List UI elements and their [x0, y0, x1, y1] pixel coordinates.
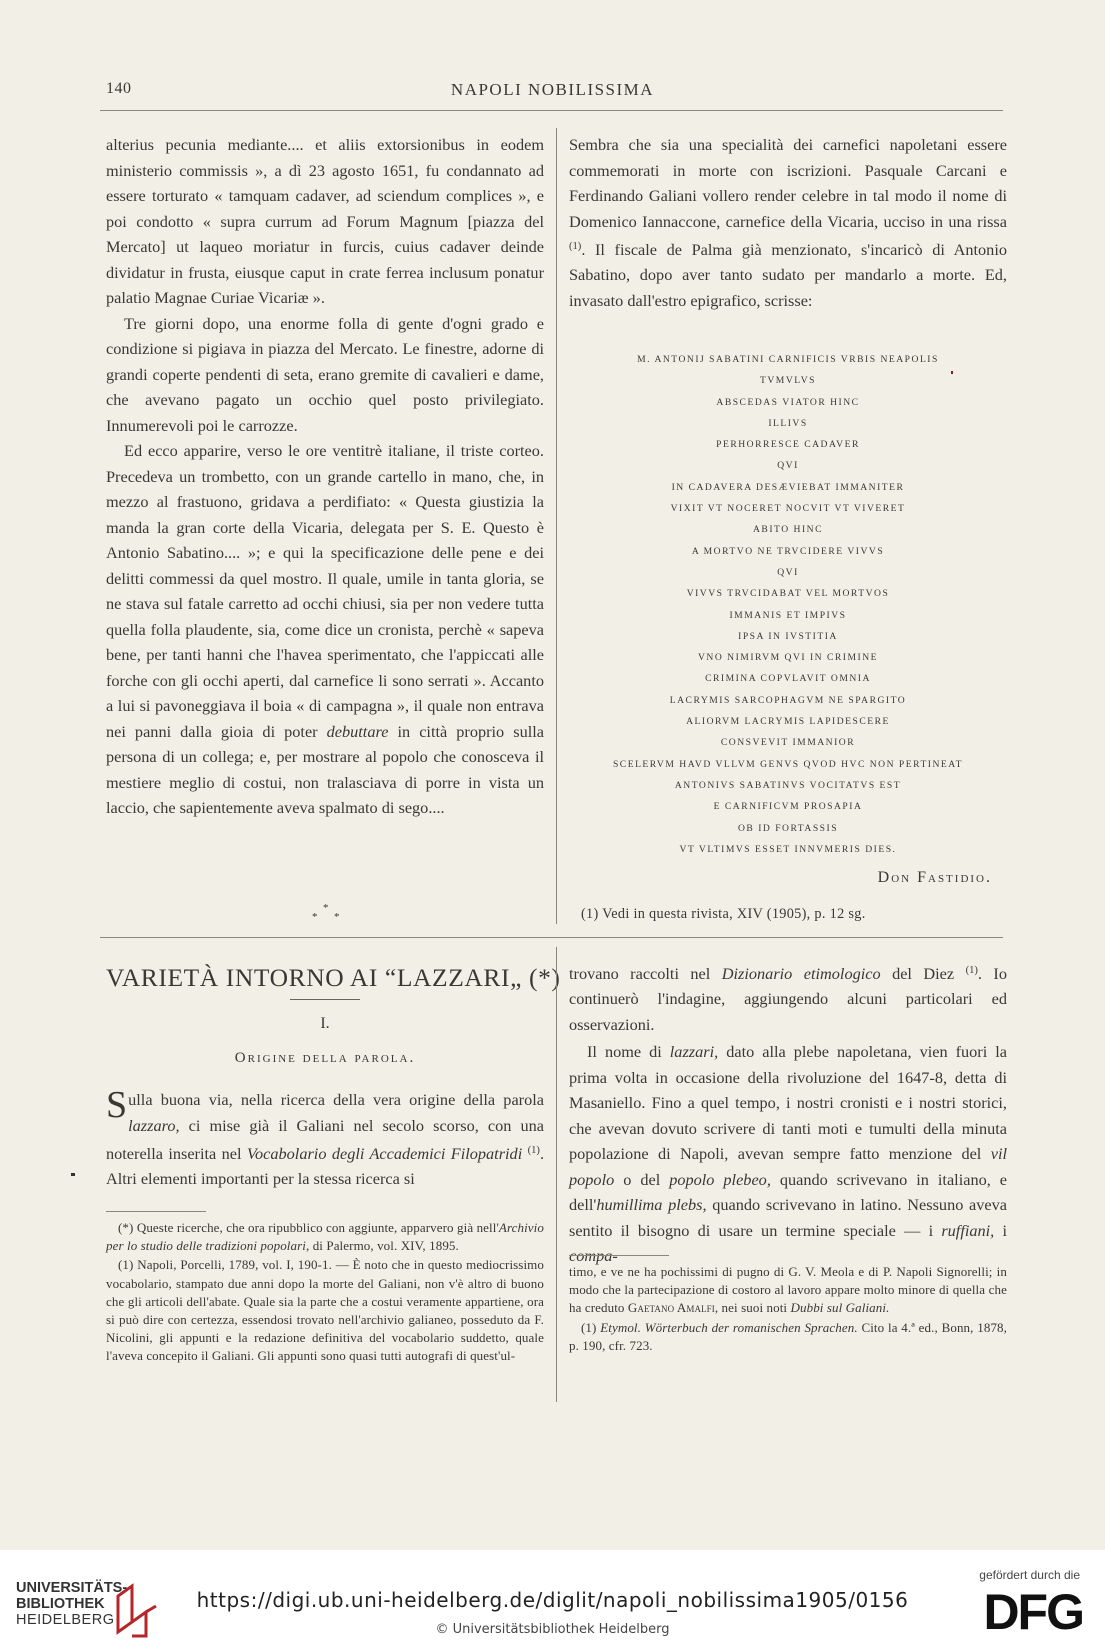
text: Il nome di: [587, 1042, 662, 1062]
epitaph-line: PERHORRESCE CADAVER: [716, 439, 860, 451]
section-title: VARIETÀ INTORNO AI “LAZZARI„ (*): [106, 963, 561, 992]
italic-title: Etymol. Wörterbuch der romanischen Sprachen.: [600, 1319, 858, 1335]
footnote-rule: [569, 1255, 669, 1256]
text: quando scrivevano in italiano, e dell': [569, 1169, 1008, 1215]
paragraph: [569, 1039, 1007, 1269]
footnotes-right: [569, 1263, 1007, 1356]
left-column-top: [106, 132, 544, 821]
epitaph-line: ALIORVM LACRYMIS LAPIDESCERE: [686, 716, 890, 728]
paragraph: [569, 132, 1007, 313]
section-rule: [100, 937, 1003, 938]
text: dato alla plebe napoletana, vien fuori la prima volta in occasione della rivoluzione del 1647-8, detta di Masaniello. Fino a quel tempo, i nostri cronisti e i nostri storici, che avevan dovuto scrivere di tanti moti e tumulti della minuta popolazione di Napoli, avevan sempre fatto menzione del: [569, 1042, 1007, 1164]
paragraph: alterius pecunia mediante.... et aliis extorsionibus in eodem ministerio commissis », a dì 23 agosto 1651, fu condannato ad essere torturato « tamquam cadaver, ad sciendum complices », e poi condotto « supra currum ad Forum Magnum [piazza del Mercato] ut laqueo moriatur in furcis, cuius cadaver deinde dividatur in frusta, eiusque caput in crate ferrea inclusum ponatur palatio Magnae Curiae Vicariæ ».: [106, 135, 544, 307]
italic-title: Archivio per lo studio delle tradizioni popolari: [106, 1220, 544, 1254]
italic-word: vil popolo: [569, 1144, 1007, 1189]
epitaph-line: ILLIVS: [768, 417, 808, 429]
epitaph-line: QVI: [777, 460, 799, 472]
column-divider: [556, 128, 557, 924]
asterism-star: *: [323, 902, 329, 914]
paragraph: [569, 958, 1007, 1037]
running-title: NAPOLI NOBILISSIMA: [450, 80, 655, 99]
margin-mark: [71, 1173, 75, 1176]
italic-title: Dubbi sul Galiani.: [790, 1300, 890, 1316]
text: , di Palermo, vol. XIV, 1895.: [306, 1238, 459, 1254]
header-rule: [100, 110, 1003, 111]
epitaph-line: ABITO HINC: [753, 524, 823, 536]
title-rule: [290, 999, 360, 1000]
epitaph-line: QVI: [777, 566, 799, 578]
text: Cito la 4.ª ed., Bonn, 1878, p. 190, cfr. 723.: [569, 1319, 1007, 1353]
italic-word: ruffiani,: [941, 1220, 995, 1240]
epitaph-line: TVMVLVS: [760, 375, 816, 387]
funding-label: gefördert durch die: [979, 1568, 1080, 1582]
text: in città proprio sulla persona di un collega; e, per mostrare al popolo che conosceva il mestiere meglio di costui, non tralasciava di porre in vista un laccio, che sapientemente aveva spalmato di sego....: [106, 721, 544, 817]
epitaph-line: IMMANIS ET IMPIVS: [729, 609, 847, 621]
epitaph-line: CONSVEVIT IMMANIOR: [720, 737, 856, 749]
dfg-logo: DFG: [983, 1584, 1083, 1640]
footnote-ref[interactable]: (1): [965, 965, 978, 976]
epitaph-line: LACRYMIS SARCOPHAGVM NE SPARGITO: [669, 694, 907, 706]
text: . Altri elementi importanti per la stessa ricerca si: [106, 1143, 545, 1189]
epitaph-inscription: [569, 349, 1007, 860]
footnote-ref[interactable]: (1): [527, 1145, 540, 1156]
text: . Il fiscale de Palma già menzionato, s'incaricò di Antonio Sabatino, dopo aver tanto sudato per mandarlo a morte. Ed, invasato dall'estro epigrafico, scrisse:: [569, 239, 1007, 310]
library-name-line: UNIVERSITÄTS-: [16, 1580, 128, 1596]
author-signature: Don Fastidio.: [877, 869, 992, 886]
epitaph-line: VIXIT VT NOCERET NOCVIT VT VIVERET: [670, 503, 906, 515]
text: quando scrivevano in latino. Nessuno aveva sentito il bisogno di usare un termine speciale — i: [569, 1195, 1008, 1240]
asterism-star: *: [312, 911, 318, 923]
italic-title: Vocabolario degli Accademici Filopatridi: [246, 1143, 523, 1163]
library-name-line: HEIDELBERG: [16, 1612, 115, 1628]
footnote: [106, 1219, 544, 1255]
italic-word: lazzaro,: [128, 1115, 180, 1135]
text: (1): [581, 1319, 597, 1335]
drop-cap: S: [106, 1084, 128, 1126]
text: timo, e ve ne ha pochissimi di pugno di G. V. Meola e di P. Napoli Signorelli; in modo che la partecipazione di costoro al lavoro appare molto minore di quella che ha creduto: [569, 1264, 1007, 1316]
text: i: [1002, 1220, 1007, 1240]
epitaph-line: VT VLTIMVS ESSET INNVMERIS DIES.: [679, 843, 897, 855]
chapter-numeral: I.: [320, 1015, 330, 1032]
italic-title: Dizionario etimologico: [721, 963, 881, 983]
left-column-bottom: [106, 1084, 545, 1192]
chapter-subtitle: Origine della parola.: [234, 1050, 416, 1066]
footnote: (1) Napoli, Porcelli, 1789, vol. I, 190-1. — È noto che in questo mediocrissimo vocabolario, stampato due anni dopo la morte del Galiani, non v'è altro di buono che gli articoli dell'abate. Quale sia la parte che a costui veramente appartiene, ora si può dire con certezza, essendosi trovato nell'archivio galianeo, posseduto da F. Nicolini, gli appunti e la redazione definitiva del vocabolario suddetto, quale l'aveva concepito il Galiani. Gli appunti sono quasi tutti autografi di quest'ul-: [106, 1257, 544, 1364]
text: . Io continuerò l'indagine, aggiungendo alcuni particolari ed osservazioni.: [569, 963, 1007, 1034]
epitaph-line: ANTONIVS SABATINVS VOCITATVS EST: [674, 779, 902, 791]
text: del Diez: [892, 963, 955, 983]
epitaph-line: CRIMINA COPVLAVIT OMNIA: [705, 673, 871, 685]
footnote: [569, 1263, 1007, 1318]
footnote-ref[interactable]: (1): [569, 241, 582, 252]
epitaph-line: IPSA IN IVSTITIA: [738, 630, 838, 642]
italic-word: compa-: [569, 1246, 618, 1266]
epitaph-line: M. ANTONIJ SABATINI CARNIFICIS VRBIS NEAPOLIS: [637, 354, 939, 365]
footnote: [569, 1319, 1007, 1355]
text: trovano raccolti nel: [569, 963, 711, 983]
italic-word: debuttare: [326, 721, 389, 741]
text: o del: [623, 1169, 661, 1189]
epitaph-line: VIVVS TRVCIDABAT VEL MORTVOS: [686, 588, 890, 600]
italic-word: humillima plebs,: [596, 1195, 707, 1215]
paragraph: Tre giorni dopo, una enorme folla di gente d'ogni grado e condizione si pigiava in piazza del Mercato. Le finestre, adorne di grandi coperte pendenti di seta, erano gremite di cavalieri e dame, che avevano pagato un occhio quel posto privilegiato. Innumerevoli poi le carrozze.: [106, 313, 544, 435]
text: , nei suoi noti: [714, 1300, 788, 1316]
text: (*) Queste ricerche, che ora ripubblico con aggiunte, apparvero già nell': [118, 1220, 499, 1235]
column-divider: [556, 947, 557, 1402]
epitaph-line: VNO NIMIRVM QVI IN CRIMINE: [698, 652, 878, 664]
epitaph-line: SCELERVM HAVD VLLVM GENVS QVOD HVC NON PERTINEAT: [612, 758, 964, 770]
viewer-footer: [0, 1550, 1105, 1652]
author-name: Gaetano Amalfi: [627, 1300, 715, 1316]
margin-mark: [951, 371, 953, 374]
italic-word: lazzari,: [669, 1042, 719, 1062]
italic-word: popolo plebeo,: [669, 1169, 771, 1189]
footnote: (1) Vedi in questa rivista, XIV (1905), p. 12 sg.: [581, 906, 866, 922]
paragraph: [106, 1084, 545, 1192]
text: ci mise già il Galiani nel secolo scorso, con una noterella inserita nel: [106, 1115, 544, 1163]
text: ulla buona via, nella ricerca della vera origine della parola: [128, 1090, 544, 1109]
text: Sembra che sia una specialità dei carnefici napoletani essere commemorati in morte con iscrizioni. Pasquale Carcani e Ferdinando Galiani vollero render celebre in tal modo il nome di Domenico Iannaccone, carnefice della Vicaria, ucciso in una rissa: [569, 135, 1007, 231]
footnote-rule: [106, 1211, 206, 1212]
epitaph-line: E CARNIFICVM PROSAPIA: [713, 801, 863, 813]
text: Ed ecco apparire, verso le ore ventitrè italiane, il triste corteo. Precedeva un trombetto, con un grande cartello in mano, che, in mezzo al frastuono, gridava a perdifiato: « Questa giustizia la manda la gran corte della Vicaria, delegata per S. E. Questo è Antonio Sabatino.... »; e qui la specificazione delle pene e dei delitti commessi da quel mostro. Il quale, umile in tanta gloria, se ne stava sul fatale carretto ad occhi chiusi, sia per non vedere tutta quella folla plaudente, sia, come dice un cronista, perchè « sapeva bene, per tanti hanni che l'havea sperimentato, che l'appiccati alle forche con gli occhi aperti, dal carnefice li sono serrati ». Accanto a lui si pavoneggiava il boia « di campagna », il quale non entrava nei panni dalla gioia di poter: [106, 441, 544, 741]
epitaph-line: OB ID FORTASSIS: [737, 822, 839, 834]
copyright-notice: © Universitätsbibliothek Heidelberg: [435, 1622, 670, 1637]
epitaph-line: ABSCEDAS VIATOR HINC: [716, 396, 860, 408]
asterism-star: *: [334, 911, 340, 923]
permalink-url[interactable]: https://digi.ub.uni-heidelberg.de/diglit/napoli_nobilissima1905/0156: [196, 1588, 909, 1612]
right-column-bottom: [569, 958, 1007, 1269]
epitaph-line: A MORTVO NE TRVCIDERE VIVVS: [691, 545, 885, 557]
footnotes-left: [106, 1219, 544, 1367]
page-number: 140: [106, 80, 132, 97]
epitaph-line: IN CADAVERA DESÆVIEBAT IMMANITER: [671, 481, 905, 493]
library-name-line: BIBLIOTHEK: [16, 1596, 105, 1612]
paragraph: [106, 438, 544, 821]
asterism: [290, 902, 380, 930]
right-column-top: [569, 132, 1007, 313]
